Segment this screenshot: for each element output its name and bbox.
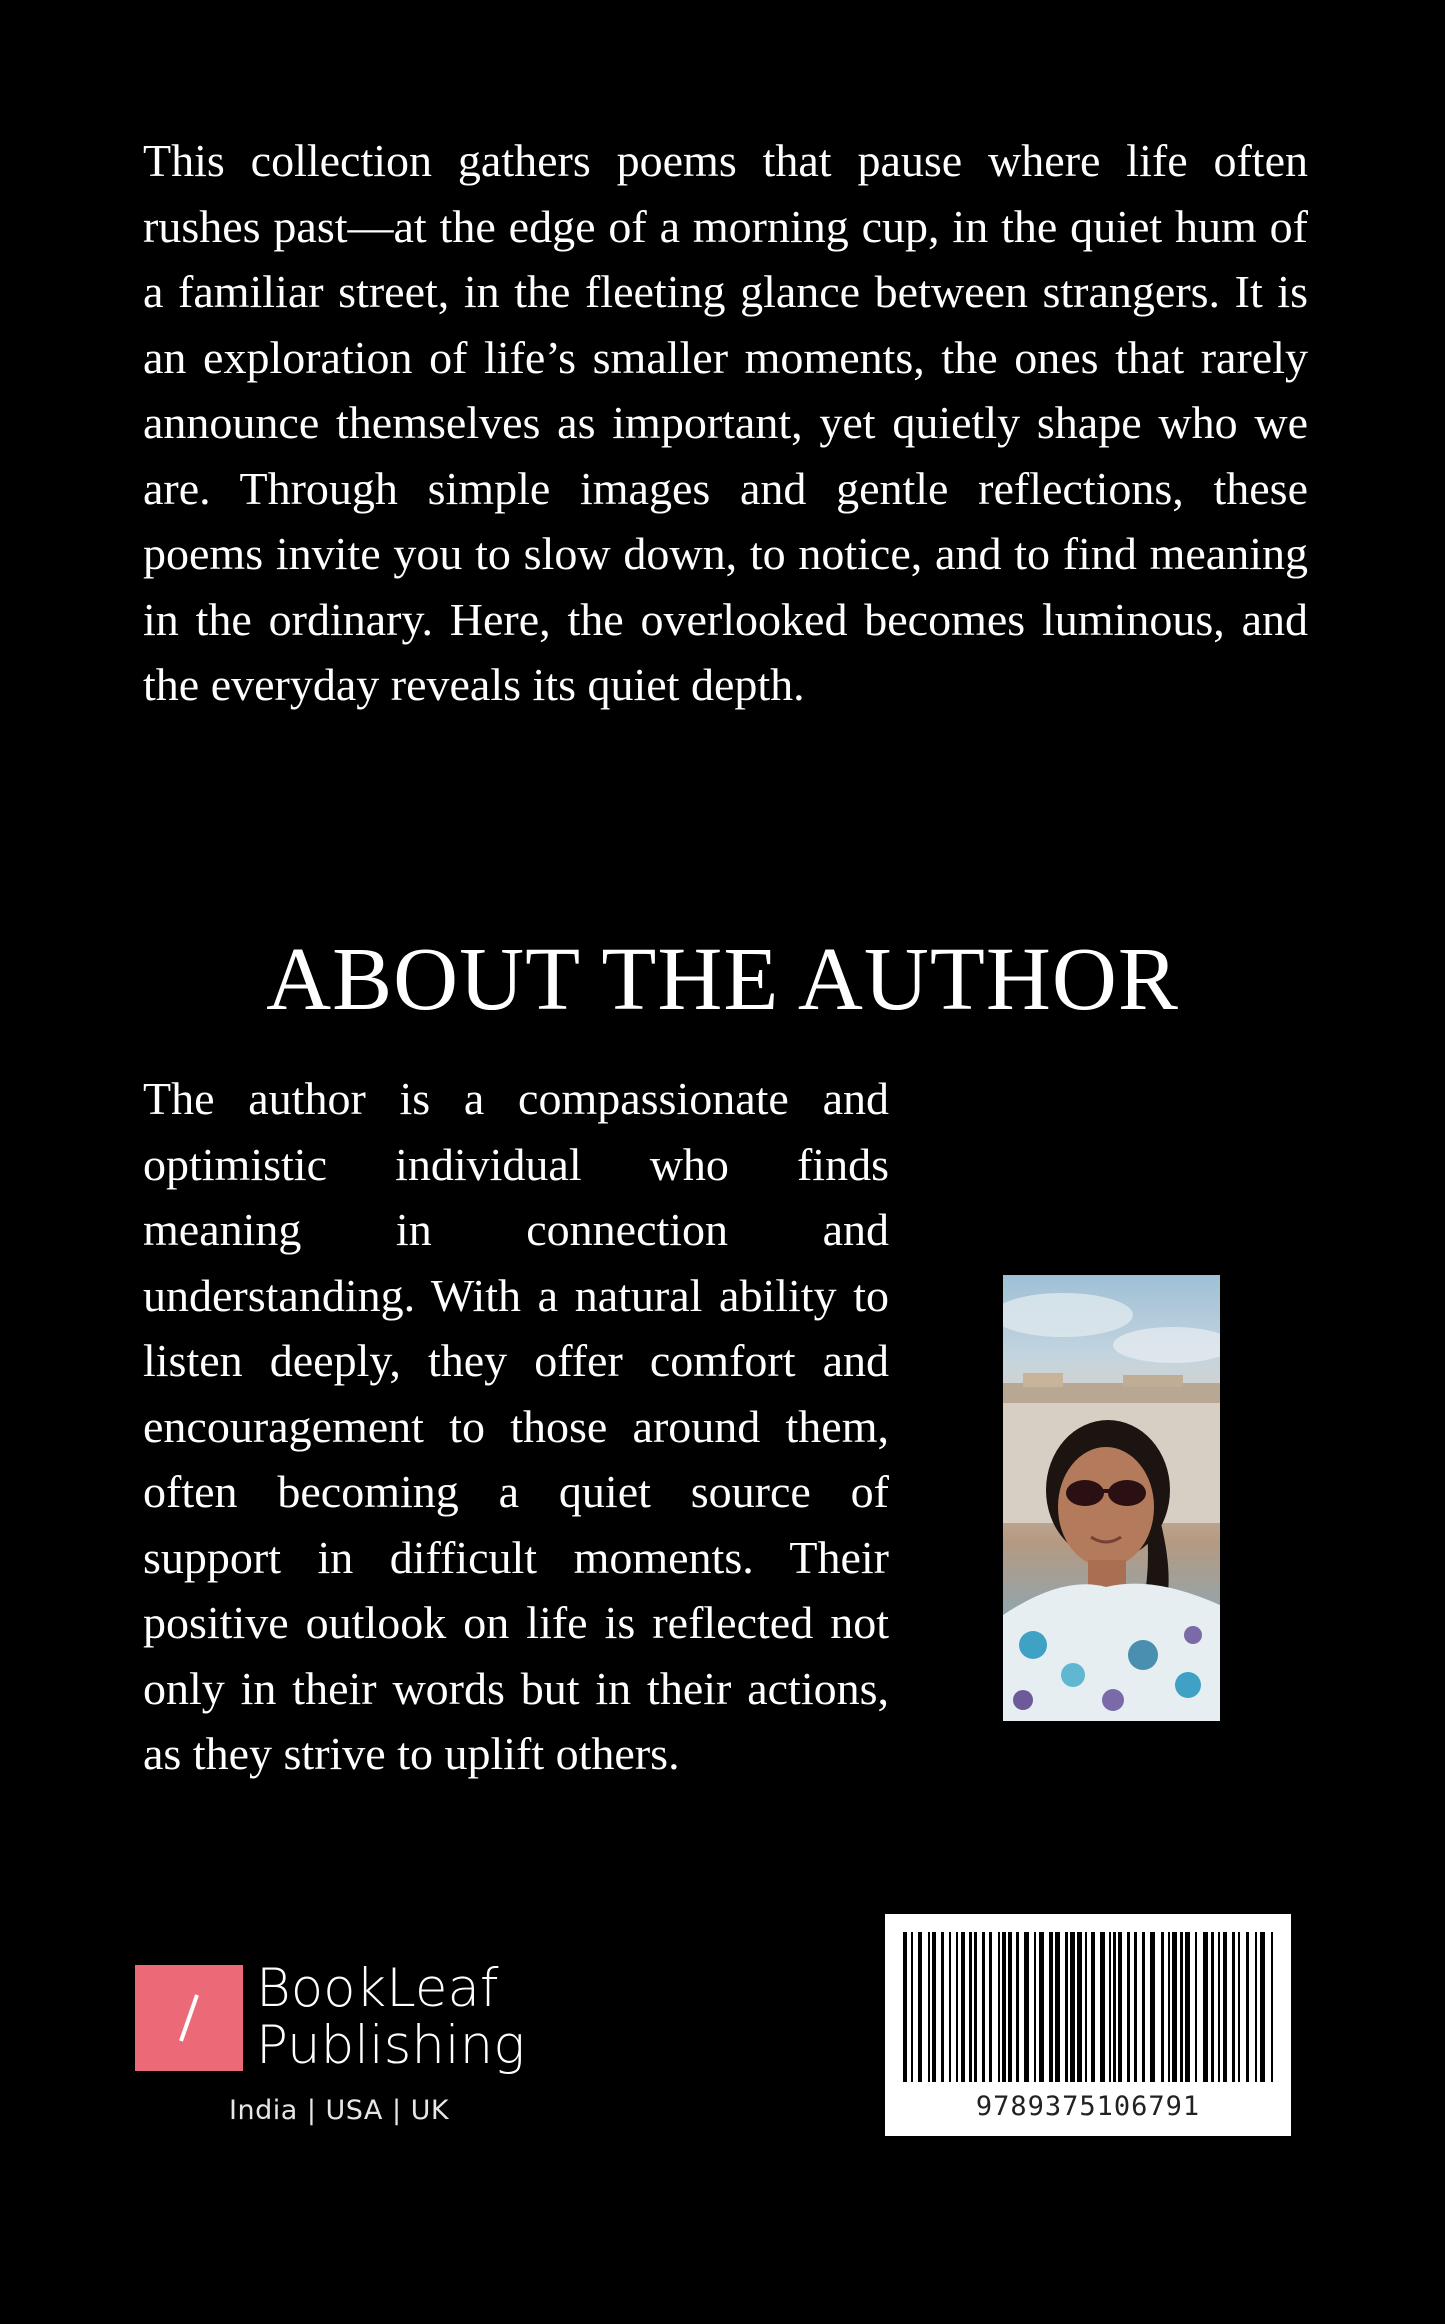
barcode-bar <box>1049 1932 1053 2082</box>
about-author-heading: ABOUT THE AUTHOR <box>266 930 1179 1029</box>
barcode-bar <box>1142 1932 1145 2082</box>
barcode-bar <box>1260 1932 1265 2082</box>
barcode-bar <box>1109 1932 1111 2082</box>
barcode-bar <box>932 1932 936 2082</box>
barcode-bar <box>974 1932 977 2082</box>
isbn-barcode <box>885 1914 1291 2136</box>
publisher-name-line2: Publishing <box>256 2015 526 2076</box>
barcode-bar <box>941 1932 944 2082</box>
barcode-bar <box>1271 1932 1273 2082</box>
barcode-bar <box>1218 1932 1220 2082</box>
barcode-bar <box>1172 1932 1177 2082</box>
barcode-bar <box>998 1932 1000 2082</box>
barcode-bar <box>949 1932 951 2082</box>
barcode-bar <box>1232 1932 1235 2082</box>
barcode-bar <box>1077 1932 1082 2082</box>
barcode-bar <box>1246 1932 1249 2082</box>
barcode-bar <box>1070 1932 1075 2082</box>
barcode-bar <box>982 1932 985 2082</box>
barcode-bar <box>989 1932 992 2082</box>
barcode-bar <box>1065 1932 1068 2082</box>
barcode-bar <box>1039 1932 1044 2082</box>
barcode-bar <box>1238 1932 1240 2082</box>
barcode-bar <box>1024 1932 1029 2082</box>
barcode-bar <box>1134 1932 1137 2082</box>
barcode-bar <box>1100 1932 1105 2082</box>
barcode-bar <box>1150 1932 1155 2082</box>
barcode-bar <box>969 1932 972 2082</box>
publisher-name-line1: BookLeaf <box>256 1958 499 2019</box>
barcode-bar <box>1211 1932 1214 2082</box>
barcode-bar <box>1016 1932 1019 2082</box>
slash-icon <box>135 1965 243 2071</box>
barcode-bar <box>1113 1932 1116 2082</box>
barcode-bar <box>1161 1932 1164 2082</box>
barcode-bar <box>928 1932 930 2082</box>
publisher-regions: India | USA | UK <box>229 2095 450 2126</box>
barcode-bars <box>885 1914 1291 2089</box>
publisher-logo <box>135 1960 555 2140</box>
barcode-bar <box>1195 1932 1197 2082</box>
publisher-name <box>256 1960 525 2074</box>
barcode-bar <box>956 1932 958 2082</box>
author-photo <box>1003 1275 1220 1721</box>
barcode-bar <box>918 1932 922 2082</box>
barcode-bar <box>1008 1932 1012 2082</box>
isbn-number: 9789375106791 <box>975 2091 1201 2122</box>
barcode-bar <box>1002 1932 1006 2082</box>
back-cover-blurb: This collection gathers poems that pause where life often rushes past—at the edge of a morning cup, in the quiet hum of a familiar street, in the fleeting glance between strangers. It is an exploration of life’s smaller moments, the ones that rarely announce themselves as important, yet quietly shape who we are. Through simple images and gentle reflections, these poems invite you to slow down, to notice, and to find meaning in the ordinary. Here, the overlooked becomes luminous, and the everyday reveals its quiet depth. <box>143 135 1308 710</box>
barcode-bar <box>961 1932 965 2082</box>
barcode-bar <box>1223 1932 1227 2082</box>
barcode-bar <box>1185 1932 1190 2082</box>
barcode-bar <box>1255 1932 1257 2082</box>
barcode-bar <box>1055 1932 1060 2082</box>
barcode-bar <box>1168 1932 1170 2082</box>
barcode-bar <box>1118 1932 1122 2082</box>
barcode-bar <box>1085 1932 1087 2082</box>
barcode-bar <box>1127 1932 1130 2082</box>
barcode-bar <box>1180 1932 1183 2082</box>
barcode-bar <box>911 1932 913 2082</box>
barcode-bar <box>903 1932 907 2082</box>
author-bio: The author is a compassionate and optimistic individual who finds meaning in connection and understanding. With a natural ability to listen deeply, they offer comfort and encouragement to those around them, often becoming a quiet source of support in difficult moments. Their positive outlook on life is reflected not only in their words but in their actions, as they strive to uplift others. <box>143 1073 889 1779</box>
barcode-bar <box>1203 1932 1208 2082</box>
barcode-bar <box>1091 1932 1095 2082</box>
barcode-bar <box>1034 1932 1036 2082</box>
